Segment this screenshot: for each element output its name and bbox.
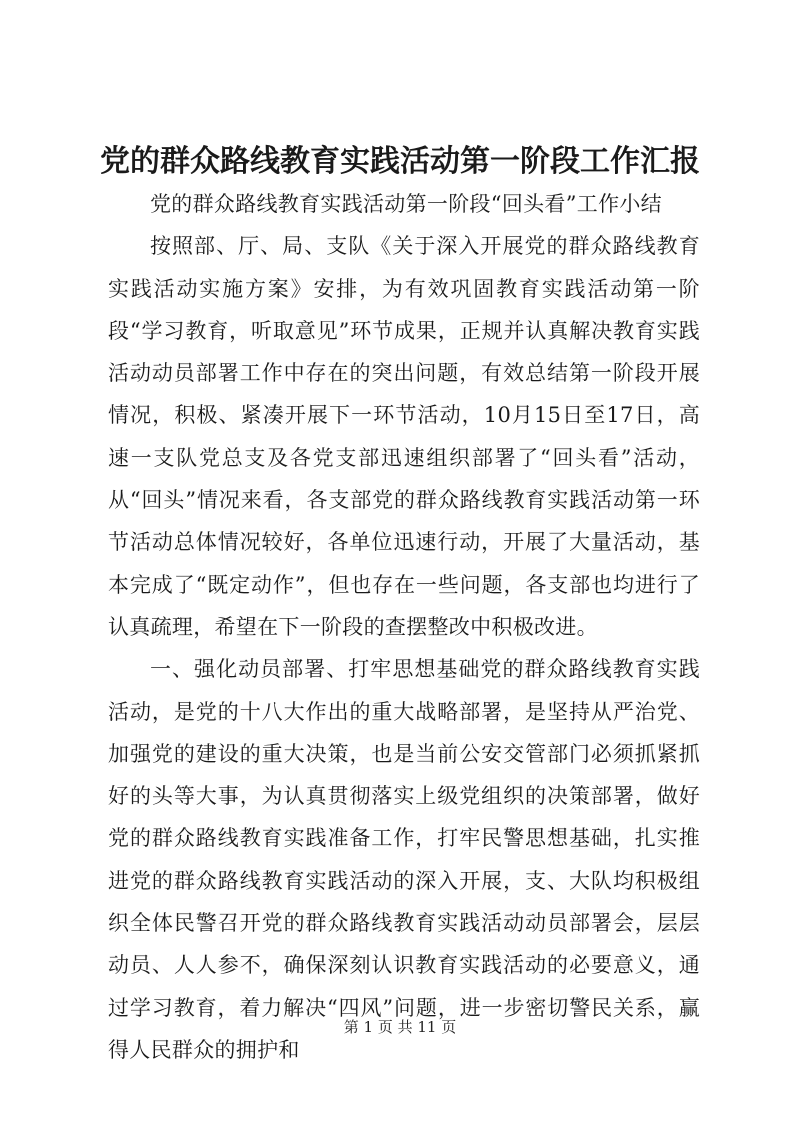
document-subtitle: 党的群众路线教育实践活动第一阶段“回头看”工作小结 [150,192,662,216]
document-body [108,183,700,1071]
document-title: 党的群众路线教育实践活动第一阶段工作汇报 [100,144,700,179]
paragraph-section-one: 一、强化动员部署、打牢思想基础党的群众路线教育实践活动，是党的十八大作出的重大战略部署，是坚持从严治党、加强党的建设的重大决策，也是当前公安交管部门必须抓紧抓好的头等大事，为认真贯彻落实上级党组织的决策部署，做好党的群众路线教育实践准备工作，打牢民警思想基础，扎实推进党的群众路线教育实践活动的深入开展，支、大队均积极组织全体民警召开党的群众路线教育实践活动动员部署会，层层动员、人人参不，确保深刻认识教育实践活动的必要意义，通过学习教育，着力解决“四风”问题，进一步密切警民关系，赢得人民群众的拥护和 [108,657,700,1062]
paragraph-intro: 按照部、厅、局、支队《关于深入开展党的群众路线教育实践活动实施方案》安排，为有效巩固教育实践活动第一阶段“学习教育，听取意见”环节成果，正规并认真解决教育实践活动动员部署工作中存在的突出问题，有效总结第一阶段开展情况，积极、紧凑开展下一环节活动，10月15日至17日，高速一支队党总支及各党支部迅速组织部署了“回头看”活动，从“回头”情况来看，各支部党的群众路线教育实践活动第一环节活动总体情况较好，各单位迅速行动，开展了大量活动，基本完成了“既定动作”，但也存在一些问题，各支部也均进行了认真疏理，希望在下一阶段的查摆整改中积极改进。 [108,234,700,639]
page-number-footer: 第 1 页 共 11 页 [343,1018,457,1036]
